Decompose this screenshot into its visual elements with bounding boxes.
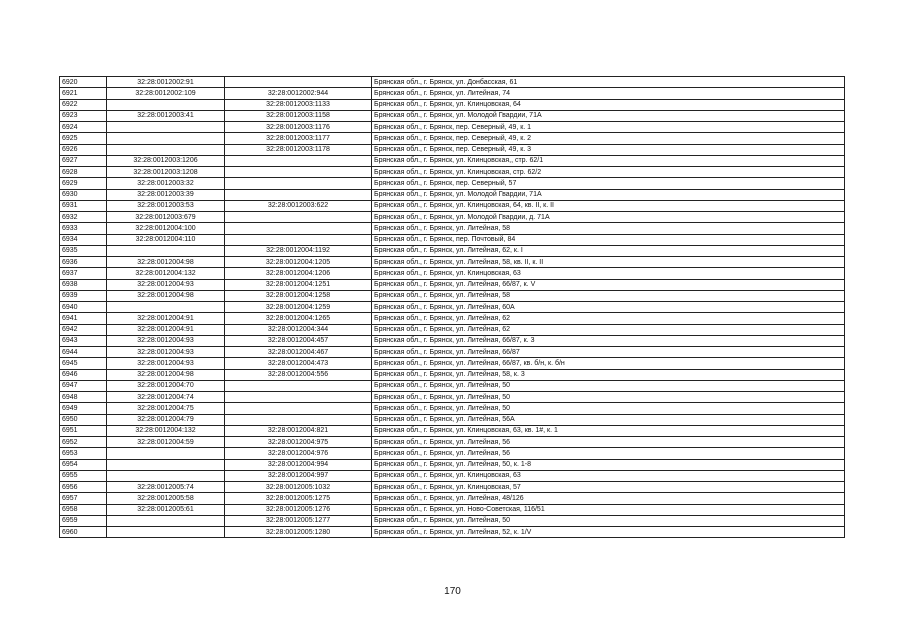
row-number-cell: 6940 <box>60 302 107 313</box>
address-cell: Брянская обл., г. Брянск, ул. Клинцовская, 63 <box>372 268 845 279</box>
land-cadastral-number-cell: 32:28:0012005:58 <box>107 493 225 504</box>
table-row <box>60 167 845 178</box>
table-row <box>60 133 845 144</box>
land-cadastral-number-cell: 32:28:0012005:74 <box>107 482 225 493</box>
address-cell: Брянская обл., г. Брянск, ул. Молодой Гвардии, 71А <box>372 110 845 121</box>
table-row <box>60 279 845 290</box>
address-cell: Брянская обл., г. Брянск, ул. Литейная, 58, кв. II, к. II <box>372 257 845 268</box>
table-row <box>60 313 845 324</box>
row-number-cell: 6925 <box>60 133 107 144</box>
land-cadastral-number-cell: 32:28:0012002:109 <box>107 88 225 99</box>
address-cell: Брянская обл., г. Брянск, ул. Молодой Гвардии, д. 71А <box>372 212 845 223</box>
land-cadastral-number-cell <box>107 515 225 526</box>
building-cadastral-number-cell: 32:28:0012005:1032 <box>225 482 372 493</box>
table-row <box>60 335 845 346</box>
row-number-cell: 6955 <box>60 470 107 481</box>
row-number-cell: 6954 <box>60 459 107 470</box>
building-cadastral-number-cell: 32:28:0012005:1275 <box>225 493 372 504</box>
building-cadastral-number-cell <box>225 403 372 414</box>
land-cadastral-number-cell: 32:28:0012003:53 <box>107 200 225 211</box>
table-row <box>60 515 845 526</box>
address-cell: Брянская обл., г. Брянск, ул. Молодой Гвардии, 71А <box>372 189 845 200</box>
row-number-cell: 6952 <box>60 437 107 448</box>
land-cadastral-number-cell <box>107 144 225 155</box>
land-cadastral-number-cell: 32:28:0012002:91 <box>107 77 225 88</box>
address-cell: Брянская обл., г. Брянск, ул. Литейная, 56А <box>372 414 845 425</box>
address-cell: Брянская обл., г. Брянск, пер. Северный, 49, к. 2 <box>372 133 845 144</box>
building-cadastral-number-cell: 32:28:0012003:1176 <box>225 122 372 133</box>
row-number-cell: 6946 <box>60 369 107 380</box>
row-number-cell: 6933 <box>60 223 107 234</box>
land-cadastral-number-cell: 32:28:0012003:41 <box>107 110 225 121</box>
land-cadastral-number-cell <box>107 99 225 110</box>
table-row <box>60 459 845 470</box>
address-cell: Брянская обл., г. Брянск, пер. Северный, 49, к. 3 <box>372 144 845 155</box>
building-cadastral-number-cell: 32:28:0012004:1258 <box>225 290 372 301</box>
building-cadastral-number-cell: 32:28:0012004:1251 <box>225 279 372 290</box>
land-cadastral-number-cell: 32:28:0012004:91 <box>107 313 225 324</box>
building-cadastral-number-cell <box>225 167 372 178</box>
address-cell: Брянская обл., г. Брянск, ул. Литейная, 50 <box>372 403 845 414</box>
building-cadastral-number-cell: 32:28:0012003:1158 <box>225 110 372 121</box>
table-row <box>60 425 845 436</box>
row-number-cell: 6926 <box>60 144 107 155</box>
building-cadastral-number-cell: 32:28:0012005:1280 <box>225 527 372 538</box>
row-number-cell: 6924 <box>60 122 107 133</box>
row-number-cell: 6943 <box>60 335 107 346</box>
building-cadastral-number-cell: 32:28:0012004:994 <box>225 459 372 470</box>
row-number-cell: 6921 <box>60 88 107 99</box>
table-row <box>60 369 845 380</box>
land-cadastral-number-cell: 32:28:0012003:32 <box>107 178 225 189</box>
address-cell: Брянская обл., г. Брянск, ул. Ново-Советская, 116/51 <box>372 504 845 515</box>
building-cadastral-number-cell: 32:28:0012003:622 <box>225 200 372 211</box>
row-number-cell: 6951 <box>60 425 107 436</box>
land-cadastral-number-cell: 32:28:0012004:98 <box>107 257 225 268</box>
address-cell: Брянская обл., г. Брянск, ул. Клинцовская, 63 <box>372 470 845 481</box>
table-row <box>60 268 845 279</box>
address-cell: Брянская обл., г. Брянск, ул. Литейная, 74 <box>372 88 845 99</box>
address-cell: Брянская обл., г. Брянск, ул. Клинцовская, 57 <box>372 482 845 493</box>
address-cell: Брянская обл., г. Брянск, ул. Литейная, 66/87 <box>372 347 845 358</box>
row-number-cell: 6960 <box>60 527 107 538</box>
row-number-cell: 6939 <box>60 290 107 301</box>
land-cadastral-number-cell: 32:28:0012005:61 <box>107 504 225 515</box>
table-row <box>60 448 845 459</box>
row-number-cell: 6923 <box>60 110 107 121</box>
row-number-cell: 6945 <box>60 358 107 369</box>
address-cell: Брянская обл., г. Брянск, ул. Литейная, 50 <box>372 515 845 526</box>
registry-table-body <box>60 77 845 538</box>
land-cadastral-number-cell: 32:28:0012004:110 <box>107 234 225 245</box>
row-number-cell: 6957 <box>60 493 107 504</box>
table-row <box>60 88 845 99</box>
address-cell: Брянская обл., г. Брянск, ул. Литейная, 66/87, кв. б/н, к. б/н <box>372 358 845 369</box>
table-row <box>60 302 845 313</box>
land-cadastral-number-cell <box>107 470 225 481</box>
address-cell: Брянская обл., г. Брянск, пер. Северный, 57 <box>372 178 845 189</box>
building-cadastral-number-cell <box>225 189 372 200</box>
land-cadastral-number-cell: 32:28:0012003:39 <box>107 189 225 200</box>
address-cell: Брянская обл., г. Брянск, ул. Литейная, 60А <box>372 302 845 313</box>
building-cadastral-number-cell: 32:28:0012004:344 <box>225 324 372 335</box>
building-cadastral-number-cell <box>225 77 372 88</box>
building-cadastral-number-cell <box>225 155 372 166</box>
building-cadastral-number-cell: 32:28:0012005:1277 <box>225 515 372 526</box>
building-cadastral-number-cell: 32:28:0012003:1133 <box>225 99 372 110</box>
land-cadastral-number-cell: 32:28:0012004:79 <box>107 414 225 425</box>
building-cadastral-number-cell <box>225 414 372 425</box>
land-cadastral-number-cell: 32:28:0012004:75 <box>107 403 225 414</box>
row-number-cell: 6953 <box>60 448 107 459</box>
land-cadastral-number-cell: 32:28:0012004:93 <box>107 279 225 290</box>
land-cadastral-number-cell: 32:28:0012003:1206 <box>107 155 225 166</box>
table-row <box>60 493 845 504</box>
building-cadastral-number-cell <box>225 212 372 223</box>
land-cadastral-number-cell <box>107 133 225 144</box>
address-cell: Брянская обл., г. Брянск, ул. Клинцовская, 63, кв. 1#, к. 1 <box>372 425 845 436</box>
land-cadastral-number-cell: 32:28:0012003:679 <box>107 212 225 223</box>
building-cadastral-number-cell: 32:28:0012004:1192 <box>225 245 372 256</box>
land-cadastral-number-cell: 32:28:0012004:100 <box>107 223 225 234</box>
address-cell: Брянская обл., г. Брянск, ул. Донбасская, 61 <box>372 77 845 88</box>
address-cell: Брянская обл., г. Брянск, ул. Литейная, 58 <box>372 223 845 234</box>
address-cell: Брянская обл., г. Брянск, ул. Клинцовская, стр. 62/2 <box>372 167 845 178</box>
row-number-cell: 6929 <box>60 178 107 189</box>
row-number-cell: 6931 <box>60 200 107 211</box>
building-cadastral-number-cell <box>225 380 372 391</box>
land-cadastral-number-cell: 32:28:0012004:93 <box>107 358 225 369</box>
building-cadastral-number-cell: 32:28:0012004:976 <box>225 448 372 459</box>
table-row <box>60 392 845 403</box>
land-cadastral-number-cell <box>107 448 225 459</box>
row-number-cell: 6928 <box>60 167 107 178</box>
land-cadastral-number-cell: 32:28:0012004:59 <box>107 437 225 448</box>
table-row <box>60 122 845 133</box>
building-cadastral-number-cell: 32:28:0012004:821 <box>225 425 372 436</box>
building-cadastral-number-cell: 32:28:0012005:1276 <box>225 504 372 515</box>
land-cadastral-number-cell: 32:28:0012004:98 <box>107 369 225 380</box>
address-cell: Брянская обл., г. Брянск, пер. Северный, 49, к. 1 <box>372 122 845 133</box>
row-number-cell: 6922 <box>60 99 107 110</box>
land-cadastral-number-cell: 32:28:0012004:93 <box>107 335 225 346</box>
table-row <box>60 470 845 481</box>
land-cadastral-number-cell <box>107 302 225 313</box>
table-row <box>60 347 845 358</box>
address-cell: Брянская обл., г. Брянск, пер. Почтовый, 84 <box>372 234 845 245</box>
row-number-cell: 6944 <box>60 347 107 358</box>
row-number-cell: 6930 <box>60 189 107 200</box>
table-row <box>60 200 845 211</box>
address-cell: Брянская обл., г. Брянск, ул. Литейная, 62 <box>372 324 845 335</box>
table-row <box>60 290 845 301</box>
table-row <box>60 527 845 538</box>
table-row <box>60 99 845 110</box>
building-cadastral-number-cell: 32:28:0012004:1206 <box>225 268 372 279</box>
address-cell: Брянская обл., г. Брянск, ул. Клинцовская, 64, кв. II, к. II <box>372 200 845 211</box>
address-cell: Брянская обл., г. Брянск, ул. Литейная, 62, к. I <box>372 245 845 256</box>
address-cell: Брянская обл., г. Брянск, ул. Литейная, 66/87, к. 3 <box>372 335 845 346</box>
row-number-cell: 6950 <box>60 414 107 425</box>
building-cadastral-number-cell: 32:28:0012004:1205 <box>225 257 372 268</box>
row-number-cell: 6956 <box>60 482 107 493</box>
land-cadastral-number-cell: 32:28:0012004:132 <box>107 425 225 436</box>
building-cadastral-number-cell: 32:28:0012004:1259 <box>225 302 372 313</box>
address-cell: Брянская обл., г. Брянск, ул. Клинцовская,, стр. 62/1 <box>372 155 845 166</box>
address-cell: Брянская обл., г. Брянск, ул. Литейная, 56 <box>372 448 845 459</box>
land-cadastral-number-cell: 32:28:0012003:1208 <box>107 167 225 178</box>
land-cadastral-number-cell <box>107 122 225 133</box>
address-cell: Брянская обл., г. Брянск, ул. Литейная, 56 <box>372 437 845 448</box>
table-row <box>60 414 845 425</box>
table-row <box>60 380 845 391</box>
row-number-cell: 6941 <box>60 313 107 324</box>
address-cell: Брянская обл., г. Брянск, ул. Литейная, 66/87, к. V <box>372 279 845 290</box>
row-number-cell: 6920 <box>60 77 107 88</box>
row-number-cell: 6935 <box>60 245 107 256</box>
table-row <box>60 110 845 121</box>
land-cadastral-number-cell <box>107 459 225 470</box>
land-cadastral-number-cell: 32:28:0012004:132 <box>107 268 225 279</box>
row-number-cell: 6934 <box>60 234 107 245</box>
row-number-cell: 6949 <box>60 403 107 414</box>
address-cell: Брянская обл., г. Брянск, ул. Литейная, 52, к. 1/V <box>372 527 845 538</box>
building-cadastral-number-cell: 32:28:0012003:1177 <box>225 133 372 144</box>
row-number-cell: 6947 <box>60 380 107 391</box>
building-cadastral-number-cell <box>225 234 372 245</box>
table-row <box>60 77 845 88</box>
building-cadastral-number-cell: 32:28:0012004:457 <box>225 335 372 346</box>
table-row <box>60 437 845 448</box>
building-cadastral-number-cell <box>225 223 372 234</box>
address-cell: Брянская обл., г. Брянск, ул. Литейная, 62 <box>372 313 845 324</box>
table-row <box>60 358 845 369</box>
table-row <box>60 504 845 515</box>
page-number: 170 <box>444 586 461 597</box>
row-number-cell: 6948 <box>60 392 107 403</box>
table-row <box>60 189 845 200</box>
building-cadastral-number-cell: 32:28:0012004:467 <box>225 347 372 358</box>
land-cadastral-number-cell: 32:28:0012004:91 <box>107 324 225 335</box>
table-row <box>60 403 845 414</box>
table-row <box>60 144 845 155</box>
row-number-cell: 6936 <box>60 257 107 268</box>
row-number-cell: 6958 <box>60 504 107 515</box>
address-cell: Брянская обл., г. Брянск, ул. Литейная, 50, к. 1-8 <box>372 459 845 470</box>
table-row <box>60 257 845 268</box>
table-row <box>60 324 845 335</box>
address-cell: Брянская обл., г. Брянск, ул. Литейная, 48/126 <box>372 493 845 504</box>
building-cadastral-number-cell: 32:28:0012004:556 <box>225 369 372 380</box>
building-cadastral-number-cell <box>225 392 372 403</box>
table-row <box>60 245 845 256</box>
table-row <box>60 178 845 189</box>
building-cadastral-number-cell: 32:28:0012002:944 <box>225 88 372 99</box>
address-cell: Брянская обл., г. Брянск, ул. Литейная, 58 <box>372 290 845 301</box>
address-cell: Брянская обл., г. Брянск, ул. Литейная, 50 <box>372 392 845 403</box>
land-cadastral-number-cell <box>107 245 225 256</box>
land-cadastral-number-cell: 32:28:0012004:74 <box>107 392 225 403</box>
row-number-cell: 6942 <box>60 324 107 335</box>
row-number-cell: 6938 <box>60 279 107 290</box>
building-cadastral-number-cell <box>225 178 372 189</box>
building-cadastral-number-cell: 32:28:0012004:473 <box>225 358 372 369</box>
building-cadastral-number-cell: 32:28:0012004:997 <box>225 470 372 481</box>
table-row <box>60 223 845 234</box>
row-number-cell: 6959 <box>60 515 107 526</box>
cadastral-registry-table <box>59 76 845 538</box>
table-row <box>60 212 845 223</box>
address-cell: Брянская обл., г. Брянск, ул. Литейная, 58, к. 3 <box>372 369 845 380</box>
table-row <box>60 234 845 245</box>
row-number-cell: 6927 <box>60 155 107 166</box>
land-cadastral-number-cell <box>107 527 225 538</box>
building-cadastral-number-cell: 32:28:0012004:975 <box>225 437 372 448</box>
building-cadastral-number-cell: 32:28:0012003:1178 <box>225 144 372 155</box>
table-row <box>60 155 845 166</box>
address-cell: Брянская обл., г. Брянск, ул. Литейная, 50 <box>372 380 845 391</box>
row-number-cell: 6937 <box>60 268 107 279</box>
table-row <box>60 482 845 493</box>
land-cadastral-number-cell: 32:28:0012004:70 <box>107 380 225 391</box>
building-cadastral-number-cell: 32:28:0012004:1265 <box>225 313 372 324</box>
land-cadastral-number-cell: 32:28:0012004:93 <box>107 347 225 358</box>
address-cell: Брянская обл., г. Брянск, ул. Клинцовская, 64 <box>372 99 845 110</box>
row-number-cell: 6932 <box>60 212 107 223</box>
land-cadastral-number-cell: 32:28:0012004:98 <box>107 290 225 301</box>
